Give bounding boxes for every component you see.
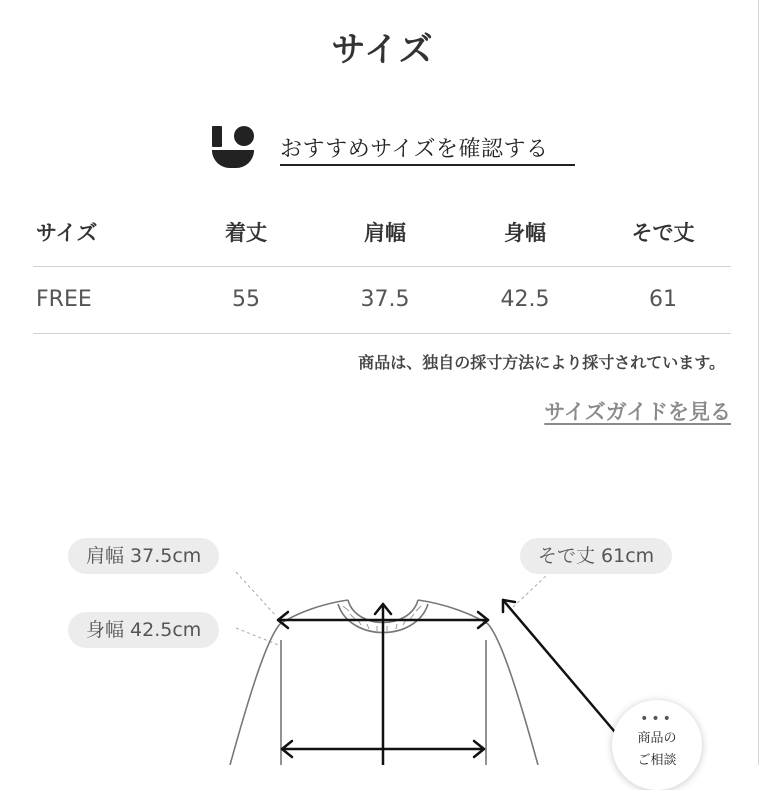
cell-body-width: 42.5	[500, 287, 550, 312]
shoulder-leader-line	[236, 572, 276, 616]
header-shoulder: 肩幅	[364, 221, 406, 245]
recommend-size-link[interactable]: おすすめサイズを確認する	[280, 137, 549, 162]
consult-button[interactable]	[612, 700, 702, 790]
header-size: サイズ	[36, 221, 98, 245]
size-guide-link[interactable]: サイズガイドを見る	[544, 400, 731, 424]
cell-sleeve: 61	[649, 287, 677, 312]
sleeve-arrow	[503, 600, 620, 738]
shoulder-label: 肩幅 37.5cm	[68, 538, 219, 574]
consult-label-line2: ご相談	[637, 753, 677, 768]
page-title: サイズ	[331, 30, 434, 70]
header-length: 着丈	[225, 221, 267, 245]
header-sleeve: そで丈	[631, 221, 695, 245]
body-leader-line	[236, 628, 281, 646]
more-dots-icon: •••	[640, 711, 674, 727]
header-body-width: 身幅	[504, 221, 546, 245]
cell-size: FREE	[36, 287, 92, 312]
cell-shoulder: 37.5	[360, 287, 410, 312]
measurement-note: 商品は、独自の採寸方法により採寸されています。	[358, 353, 725, 372]
sleeve-leader-line	[510, 572, 550, 610]
cell-length: 55	[232, 287, 260, 312]
body-width-label: 身幅 42.5cm	[68, 612, 219, 648]
sleeve-label: そで丈 61cm	[520, 538, 672, 574]
consult-label-line1: 商品の	[637, 731, 677, 746]
